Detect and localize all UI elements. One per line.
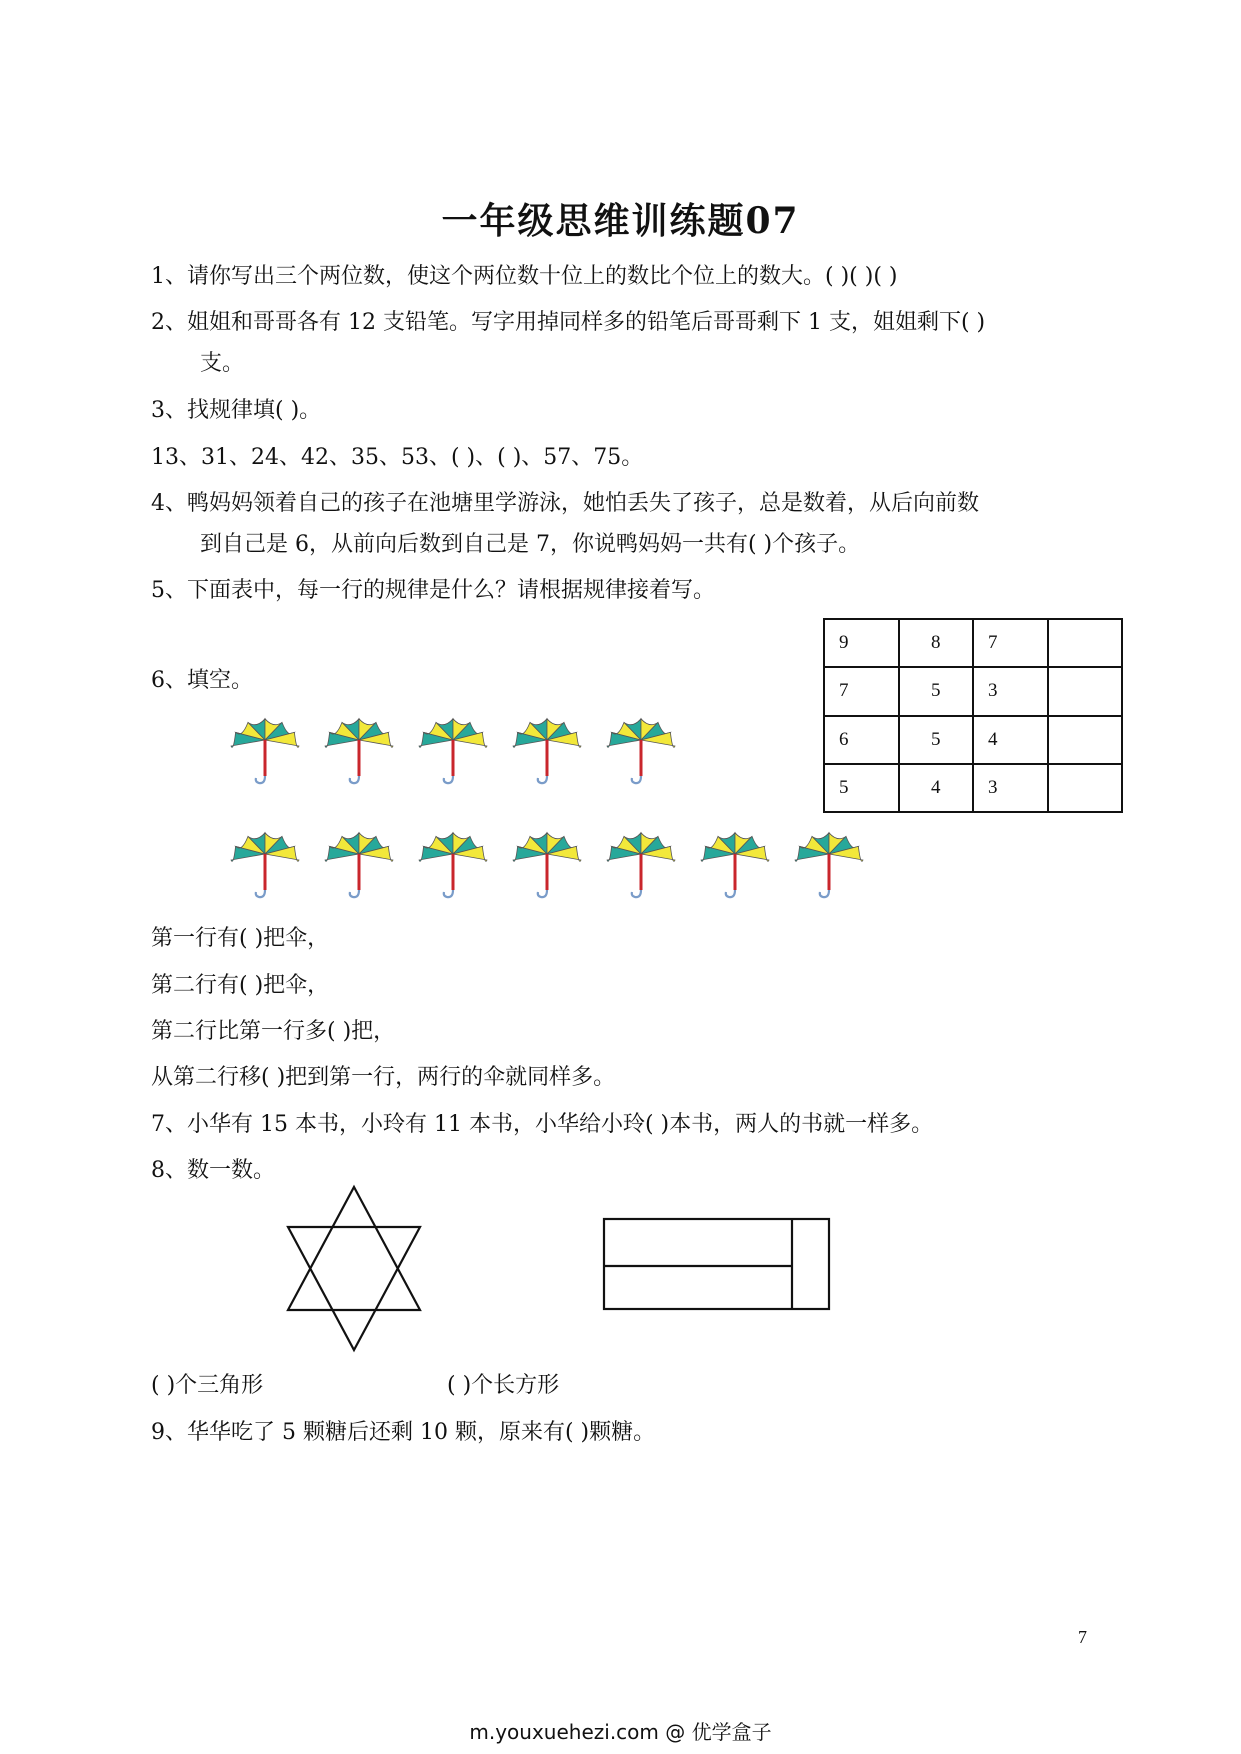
table-cell-blank[interactable] bbox=[1048, 619, 1123, 667]
question-7: 7、小华有 15 本书，小玲有 11 本书，小华给小玲( )本书，两人的书就一样多。 bbox=[151, 1112, 934, 1137]
footer-watermark: m.youxuehezi.com @ 优学盒子 bbox=[469, 1720, 772, 1744]
pattern-table bbox=[823, 618, 1123, 813]
table-cell: 4 bbox=[973, 716, 1048, 764]
table-cell: 5 bbox=[899, 667, 974, 715]
question-3-sequence: 13、31、24、42、35、53、( )、( )、57、75。 bbox=[151, 445, 644, 470]
umbrella-icon bbox=[416, 712, 490, 787]
question-6-line-3: 第二行比第一行多( )把， bbox=[151, 1019, 396, 1044]
table-cell-blank[interactable] bbox=[1048, 667, 1123, 715]
umbrella-icon bbox=[228, 712, 302, 787]
star-of-david-figure bbox=[280, 1180, 430, 1355]
table-cell-blank[interactable] bbox=[1048, 764, 1123, 812]
table-cell: 8 bbox=[899, 619, 974, 667]
question-2-cont: 支。 bbox=[200, 351, 245, 376]
question-4-cont: 到自己是 6，从前向后数到自己是 7，你说鸭妈妈一共有( )个孩子。 bbox=[200, 532, 861, 557]
question-9: 9、华华吃了 5 颗糖后还剩 10 颗，原来有( )颗糖。 bbox=[151, 1420, 656, 1445]
page-number: 7 bbox=[1078, 1627, 1087, 1647]
question-3: 3、找规律填( )。 bbox=[151, 398, 322, 423]
table-cell: 6 bbox=[824, 716, 899, 764]
table-cell: 9 bbox=[824, 619, 899, 667]
umbrella-icon bbox=[604, 712, 678, 787]
table-row bbox=[824, 764, 1122, 812]
umbrella-icon bbox=[510, 712, 584, 787]
question-6-line-2: 第二行有( )把伞， bbox=[151, 973, 330, 998]
question-1: 1、请你写出三个两位数，使这个两位数十位上的数比个位上的数大。( )( )( ) bbox=[151, 264, 898, 289]
question-6-line-1: 第一行有( )把伞， bbox=[151, 926, 330, 951]
umbrella-icon bbox=[792, 826, 866, 901]
question-8-triangles: ( )个三角形 bbox=[151, 1373, 264, 1398]
question-6: 6、填空。 bbox=[151, 668, 253, 693]
question-6-line-4: 从第二行移( )把到第一行，两行的伞就同样多。 bbox=[151, 1065, 616, 1090]
question-8-rectangles: ( )个长方形 bbox=[447, 1373, 560, 1398]
question-2: 2、姐姐和哥哥各有 12 支铅笔。写字用掉同样多的铅笔后哥哥剩下 1 支，姐姐剩下( ) bbox=[151, 310, 986, 335]
rectangle-figure bbox=[600, 1215, 832, 1315]
table-cell: 3 bbox=[973, 764, 1048, 812]
table-row bbox=[824, 619, 1122, 667]
umbrella-icon bbox=[228, 826, 302, 901]
umbrella-icon bbox=[322, 712, 396, 787]
table-cell: 3 bbox=[973, 667, 1048, 715]
table-row bbox=[824, 667, 1122, 715]
umbrella-icon bbox=[510, 826, 584, 901]
table-cell: 5 bbox=[824, 764, 899, 812]
question-4: 4、鸭妈妈领着自己的孩子在池塘里学游泳，她怕丢失了孩子，总是数着，从后向前数 bbox=[151, 491, 979, 516]
table-row bbox=[824, 716, 1122, 764]
question-5: 5、下面表中，每一行的规律是什么？请根据规律接着写。 bbox=[151, 578, 715, 603]
table-cell: 4 bbox=[899, 764, 974, 812]
table-cell: 7 bbox=[973, 619, 1048, 667]
table-cell-blank[interactable] bbox=[1048, 716, 1123, 764]
umbrella-icon bbox=[604, 826, 678, 901]
page-title: 一年级思维训练题07 bbox=[441, 200, 800, 242]
question-8: 8、数一数。 bbox=[151, 1158, 275, 1183]
umbrella-icon bbox=[698, 826, 772, 901]
umbrella-icon bbox=[322, 826, 396, 901]
umbrella-icon bbox=[416, 826, 490, 901]
table-cell: 5 bbox=[899, 716, 974, 764]
table-cell: 7 bbox=[824, 667, 899, 715]
